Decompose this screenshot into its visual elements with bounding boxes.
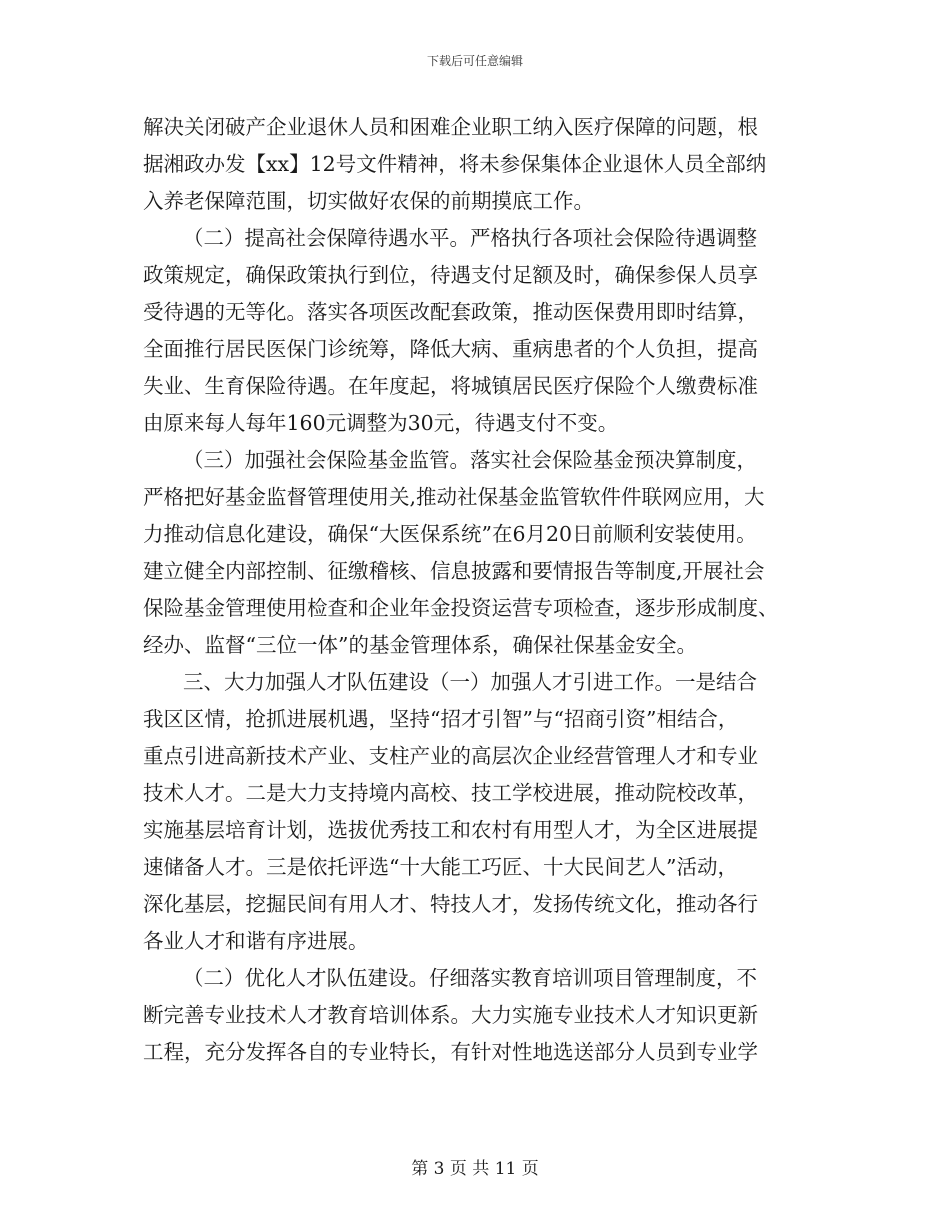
text-line: 经办、监督“三位一体”的基金管理体系，确保社保基金安全。 xyxy=(143,633,697,657)
text-line: 严格把好基金监督管理使用关,推动社保基金监管软件件联网应用，大 xyxy=(143,485,765,509)
text-line: 断完善专业技术人才教育培训体系。大力实施专业技术人才知识更新 xyxy=(143,1003,758,1027)
text-line: （三）加强社会保险基金监管。落实社会保险基金预决算制度， xyxy=(183,448,757,472)
text-line: 我区区情，抢抓进展机遇，坚持“招才引智”与“招商引资”相结合， xyxy=(143,707,739,731)
text-line: 实施基层培育计划，选拔优秀技工和农村有用型人才，为全区进展提 xyxy=(143,818,758,842)
page-header: 下载后可任意编辑 xyxy=(426,54,523,68)
text-line: 各业人才和谐有序进展。 xyxy=(143,929,369,953)
text-line: 由原来每人每年160元调整为30元，待遇支付不变。 xyxy=(143,411,619,435)
text-line: 保险基金管理使用检查和企业年金投资运营专项检查，逐步形成制度、 xyxy=(143,596,779,620)
text-line: 力推动信息化建设，确保“大医保系统”在6月20日前顺利安装使用。 xyxy=(143,522,757,546)
page-footer: 第 3 页 共 11 页 xyxy=(411,1159,539,1179)
text-line: 速储备人才。三是依托评选“十大能工巧匠、十大民间艺人”活动， xyxy=(143,855,738,879)
text-line: 失业、生育保险待遇。在年度起，将城镇居民医疗保险个人缴费标准 xyxy=(143,374,758,398)
text-line: 解决关闭破产企业退休人员和困难企业职工纳入医疗保障的问题，根 xyxy=(143,115,758,139)
text-line: 受待遇的无等化。落实各项医改配套政策，推动医保费用即时结算， xyxy=(143,300,758,324)
text-line: 工程，充分发挥各自的专业特长，有针对性地选送部分人员到专业学 xyxy=(143,1040,758,1064)
text-line: 入养老保障范围，切实做好农保的前期摸底工作。 xyxy=(143,189,594,213)
text-line: 深化基层，挖掘民间有用人才、特技人才，发扬传统文化，推动各行 xyxy=(143,892,758,916)
text-line: 政策规定，确保政策执行到位，待遇支付足额及时，确保参保人员享 xyxy=(143,263,758,287)
text-line: 据湘政办发【xx】12号文件精神，将未参保集体企业退休人员全部纳 xyxy=(143,152,767,176)
text-line: 全面推行居民医保门诊统筹，降低大病、重病患者的个人负担，提高 xyxy=(143,337,758,361)
text-line: （二）优化人才队伍建设。仔细落实教育培训项目管理制度，不 xyxy=(183,966,757,990)
text-line: 重点引进高新技术产业、支柱产业的高层次企业经营管理人才和专业 xyxy=(143,744,758,768)
text-line: 三、大力加强人才队伍建设（一）加强人才引进工作。一是结合 xyxy=(183,670,757,694)
text-line: 技术人才。二是大力支持境内高校、技工学校进展，推动院校改革， xyxy=(143,781,758,805)
text-line: （二）提高社会保障待遇水平。严格执行各项社会保险待遇调整 xyxy=(183,226,757,250)
text-line: 建立健全内部控制、征缴稽核、信息披露和要情报告等制度,开展社会 xyxy=(143,559,765,583)
